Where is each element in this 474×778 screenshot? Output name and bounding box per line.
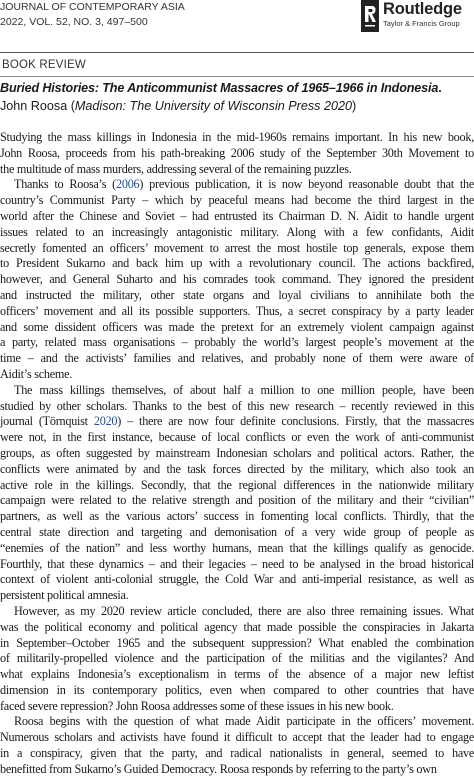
- text-line: country’s Communist Party – which by peaceful means had become the third largest in the: [0, 193, 474, 208]
- text-line: in September–October 1965 and the subsequent suppression? What enabled the combination: [0, 635, 474, 650]
- text-line: what explains Indonesia’s exceptionalism in terms of the absence of a major new leftist: [0, 667, 474, 682]
- publisher-subtitle: Taylor & Francis Group: [383, 19, 460, 28]
- text-line: central state direction and targeting and demonisation of a very wide group of people as: [0, 524, 474, 539]
- review-body: [0, 130, 474, 778]
- journal-citation: 2022, VOL. 52, NO. 3, 497–500: [0, 16, 148, 28]
- book-publisher: Madison: The University of Wisconsin Press 2020: [74, 99, 352, 113]
- text-line: However, as my 2020 review article concluded, there are also three remaining issues. What: [14, 603, 474, 618]
- text-line: a party, related mass organisations – probably the world’s largest people’s movement at the: [0, 335, 474, 350]
- text-line: faced severe repression? John Roosa addresses some of these issues in his new book.: [0, 698, 394, 713]
- text-line: campaign were related to the relative strength and position of the military and their “civilian”: [0, 493, 474, 508]
- routledge-mark-icon: [361, 0, 379, 32]
- pub-open: (: [67, 99, 75, 113]
- review-author-line: [0, 99, 356, 113]
- citation-link[interactable]: 2006: [116, 177, 140, 192]
- text-line: active role in the killings. Secondly, that the regional differences in the nationwide military: [0, 477, 474, 492]
- text-line: Thanks to Roosa’s (2006) previous publication, it is now beyond reasonable doubt that the: [14, 177, 474, 192]
- text-line: officers’ movement and all its possible supporters. Thus, a secret conspiracy by a party leader: [0, 303, 474, 318]
- review-title: [0, 81, 474, 95]
- text-line: dimension in its contemporary politics, even when compared to other countries that have: [0, 682, 474, 697]
- publisher-logo: [361, 0, 471, 32]
- pub-close: ): [351, 99, 357, 113]
- journal-title: JOURNAL OF CONTEMPORARY ASIA: [0, 1, 185, 13]
- text-line: groups, as often suggested by mainstream Indonesian scholars and political actors. Rather, the: [0, 445, 474, 460]
- text-line: in a conspiracy, given that the party, and radical nationalists in general, seemed to have: [0, 746, 474, 761]
- body-paragraph: [0, 604, 474, 715]
- header-rule: [0, 52, 474, 53]
- book-title: Buried Histories: The Anticommunist Massacres of 1965–1966 in Indonesia: [0, 81, 439, 95]
- text-line: Roosa begins with the question of what made Aidit participate in the officers’ movement.: [14, 714, 474, 729]
- journal-header: [0, 0, 300, 30]
- text-line: persistent political amnesia.: [0, 588, 129, 603]
- text-line: and some dissident officers was made the pretext for an extremely violent campaign against: [0, 319, 474, 334]
- text-line: secretly fomented an officers’ movement to arrest the most hostile top generals, expose them: [0, 240, 474, 255]
- text-line: and instructed the military, other state organs and loyal civilians to annihilate both the: [0, 287, 474, 302]
- text-line: journal (Törnquist 2020) – there are now four definite conclusions. Firstly, that the massacres: [0, 414, 474, 429]
- text-line: Fourthly, that these dynamics – and their legacies – need to be analysed in the broad historical: [0, 556, 474, 571]
- text-line: was the political economy and political agency that made possible the conspiracies in Jakarta: [0, 619, 474, 634]
- text-line: time – and the activists’ families and relatives, and probably none of them were aware of: [0, 351, 474, 366]
- publisher-name: Routledge: [383, 0, 462, 18]
- section-rule: [0, 76, 474, 77]
- text-line: studied by other scholars. Thanks to the best of this new research – recently reviewed in this: [0, 398, 474, 413]
- text-line: John Roosa, proceeds from his path-breaking 2006 study of the September 30th Movement to: [0, 145, 474, 160]
- text-line: context of violent anti-colonial struggle, the Cold War and anti-imperial resistance, as well as: [0, 572, 474, 587]
- text-line: The mass killings themselves, of about half a million to one million people, have been: [14, 382, 474, 397]
- text-line: were not, in the first instance, because of local conflicts or even the work of anti-communist: [0, 430, 474, 445]
- text-line: Studying the mass killings in Indonesia in the mid-1960s remains important. In his new book,: [0, 130, 474, 144]
- citation-link[interactable]: 2020: [93, 414, 118, 429]
- text-line: to President Sukarno and back him up with a revolutionary council. The actions backfired,: [0, 256, 474, 271]
- body-paragraph: [0, 130, 474, 177]
- book-author: John Roosa: [0, 99, 68, 113]
- body-paragraph: [0, 177, 474, 382]
- text-line: benefitted from Sukarno’s Guided Democracy. Roosa responds by referring to the party’s own: [0, 761, 437, 776]
- body-paragraph: [0, 714, 474, 777]
- text-line: world after the Chinese and Soviet – had entrusted its Chairman D. N. Aidit to handle urgent: [0, 208, 474, 223]
- text-line: Numerous scholars and activists have found it difficult to accept that the leader had to engage: [0, 730, 474, 745]
- text-line: the multitude of mass murders, addressing several of the remaining puzzles.: [0, 161, 352, 176]
- text-line: of militarily-propelled violence and the participation of the militias and the vigilantes? And: [0, 651, 474, 666]
- text-line: partners, as well as the various actors’ success in fomenting local conflicts. Thirdly, that the: [0, 509, 474, 524]
- text-line: “enemies of the nation” and less worthy humans, mean that the killings qualify as genocide.: [0, 540, 474, 555]
- text-line: however, and General Suharto and his comrades took command. They ignored the president: [0, 272, 474, 287]
- text-line: Aidit’s scheme.: [0, 366, 73, 381]
- section-label: BOOK REVIEW: [2, 59, 86, 71]
- title-period: .: [438, 81, 442, 95]
- body-paragraph: [0, 383, 474, 604]
- text-line: conflicts were animated by and the task forces directed by the military, which also took an: [0, 461, 474, 476]
- text-line: issues related to an increasingly antagonistic military. Along with a few confidants, Aidit: [0, 224, 474, 239]
